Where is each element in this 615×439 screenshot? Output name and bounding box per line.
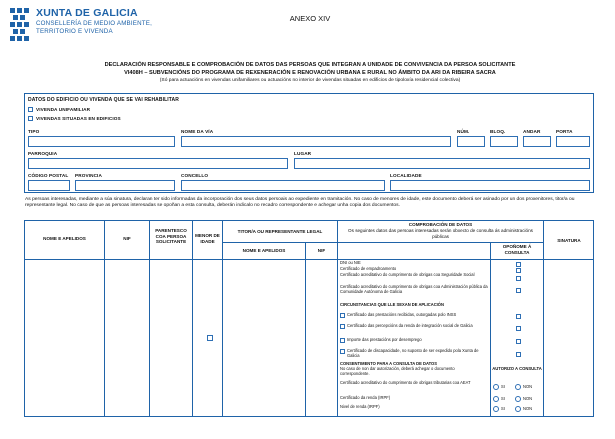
circumstance-checkbox-inss[interactable] xyxy=(340,313,345,318)
door-field[interactable] xyxy=(556,136,590,147)
col-guardian-header: TITOR/A OU REPRESENTANTE LEGAL xyxy=(237,229,323,234)
consent-no-radio-aeat[interactable] xyxy=(515,384,521,390)
object-checkbox-dni[interactable] xyxy=(516,262,521,267)
number-field[interactable] xyxy=(457,136,485,147)
col-guardian-name-header: NOME E APELIDOS xyxy=(242,248,286,253)
object-checkbox-inss[interactable] xyxy=(516,314,521,319)
department-line-1: CONSELLERÍA DE MEDIO AMBIENTE, xyxy=(36,20,153,27)
authorize-header: AUTORIZO A CONSULTA xyxy=(492,366,542,371)
item-dni: DNI ou NIE xyxy=(340,260,361,265)
minor-checkbox[interactable] xyxy=(207,335,213,341)
yes-label: SI xyxy=(501,396,505,401)
single-family-checkbox[interactable] xyxy=(28,107,33,112)
consent-no-radio-irpf-certificate[interactable] xyxy=(515,396,521,402)
consent-yes-radio-irpf-certificate[interactable] xyxy=(493,396,499,402)
street-name-field[interactable] xyxy=(181,136,451,147)
building-dwelling-checkbox[interactable] xyxy=(28,116,33,121)
municipality-label: CONCELLO xyxy=(181,173,209,178)
consent-no-radio-irpf-level[interactable] xyxy=(515,406,521,412)
object-checkbox-census[interactable] xyxy=(516,268,521,273)
col-signature-header: SINATURA xyxy=(557,238,581,243)
tipo-label: TIPO xyxy=(28,129,40,134)
consent-title: CONSENTIMENTO PARA A CONSULTA DE DATOS xyxy=(340,361,437,366)
item-disability: Certificado de discapacidade, no suposto de ser expedido pola Xunta de Galicia xyxy=(347,348,479,358)
block-field[interactable] xyxy=(490,136,518,147)
parish-field[interactable] xyxy=(28,158,288,169)
building-section-title: DATOS DO EDIFICIO OU VIVENDA QUE SE VAI REHABILITAR xyxy=(28,97,179,103)
object-checkbox-risga[interactable] xyxy=(516,326,521,331)
col-divider xyxy=(149,220,150,417)
province-field[interactable] xyxy=(75,180,175,191)
object-checkbox-disability[interactable] xyxy=(516,352,521,357)
col-minor-header: MENOR DE IDADE xyxy=(195,233,220,244)
yes-label: SI xyxy=(501,384,505,389)
place-label: LUGAR xyxy=(294,151,312,156)
col-verification-header: COMPROBACIÓN DE DATOS xyxy=(408,222,473,227)
no-label: NON xyxy=(523,406,533,411)
building-dwelling-label: VIVENDAS SITUADAS EN EDIFICIOS xyxy=(36,116,121,121)
place-field[interactable] xyxy=(294,158,590,169)
consent-yes-radio-irpf-level[interactable] xyxy=(493,406,499,412)
consent-yes-radio-aeat[interactable] xyxy=(493,384,499,390)
province-label: PROVINCIA xyxy=(75,173,102,178)
floor-field[interactable] xyxy=(523,136,551,147)
item-irpf-level: Nivel de renda (IRPF) xyxy=(340,404,380,409)
item-inss: Certificado das prestacións recibidas, outorgadas polo INSS xyxy=(347,312,457,317)
row-divider xyxy=(222,242,543,243)
col-verification-subheader: Os seguintes datos das persoas interesadas serán obxecto de consulta ás administracións públicas xyxy=(348,228,533,239)
yes-label: SI xyxy=(501,406,505,411)
item-social-security: Certificado acreditativo do cumprimento de obrigas coa Seguridade Social xyxy=(340,272,475,277)
parish-label: PARROQUIA xyxy=(28,151,58,156)
declaration-text: As persoas interesadas, mediante a súa sinatura, declaran ter sido informadas da incorporación dos seus datos persoais ao expediente en tramitación. No caso de menores de idade, este documento deberá ser asinado por un dos proxenitores, titor/a ou representante legal. No caso de que as persoas interesadas se opoñan a esta consulta, deberán indicalo no recadro correspondente e achegar unha copia dos documentos. xyxy=(25,197,575,209)
form-title-line-2: VI408H – SUBVENCIÓNS DO PROGRAMA DE REXENERACIÓN E RENOVACIÓN URBANA E RURAL NO ÁMBITO DA ARI DA RIBEIRA SACRA xyxy=(124,70,496,76)
item-risga: Certificado das percepcións da renda de integración social de Galicia xyxy=(347,323,473,328)
block-label: BLOQ. xyxy=(490,129,506,134)
circumstance-checkbox-risga[interactable] xyxy=(340,324,345,329)
row-divider xyxy=(24,259,594,260)
postal-code-field[interactable] xyxy=(28,180,70,191)
col-divider xyxy=(192,220,193,417)
circumstance-checkbox-disability[interactable] xyxy=(340,349,345,354)
postal-code-label: CÓDIGO POSTAL xyxy=(28,173,69,178)
col-nif-header: NIF xyxy=(123,236,131,241)
circumstances-title: CIRCUNSTANCIAS QUE LLE SEXAN DE APLICACIÓN xyxy=(340,302,444,307)
annex-label: ANEXO XIV xyxy=(289,14,331,23)
form-title-line-1: DECLARACIÓN RESPONSABLE E COMPROBACIÓN DE DATOS DAS PERSOAS QUE INTEGRAN A UNIDADE DE CONVIVENCIA DA PERSOA SOLICITANTE xyxy=(104,62,516,68)
col-divider xyxy=(305,242,306,417)
no-label: NON xyxy=(523,384,533,389)
floor-label: ANDAR xyxy=(523,129,541,134)
circumstance-checkbox-unemployment[interactable] xyxy=(340,338,345,343)
col-name-header: NOME E APELIDOS xyxy=(43,236,86,241)
locality-field[interactable] xyxy=(390,180,590,191)
col-relationship-header: PARENTESCO COA PERSOA SOLICITANTE xyxy=(155,228,187,245)
object-checkbox-unemployment[interactable] xyxy=(516,339,521,344)
object-checkbox-social-security[interactable] xyxy=(516,276,521,281)
item-galicia-admin: Certificado acreditativo do cumprimento de obrigas coa Administración pública da Comunidade Autónoma de Galicia xyxy=(340,284,488,294)
col-divider xyxy=(543,220,544,417)
department xyxy=(36,20,152,35)
col-divider xyxy=(104,220,105,417)
department-line-2: TERRITORIO E VIVENDA xyxy=(36,27,113,35)
single-family-label: VIVENDA UNIFAMILIAR xyxy=(36,107,91,112)
col-divider xyxy=(490,242,491,417)
locality-label: LOCALIDADE xyxy=(390,173,422,178)
xunta-logo xyxy=(10,8,30,44)
item-aeat: Certificado acreditativo do cumprimento de obrigas tributarias coa AEAT xyxy=(340,380,471,385)
door-label: PORTA xyxy=(556,129,573,134)
consent-note: No caso de non dar autorización, deberá achegar o documento correspondente. xyxy=(340,366,455,376)
object-checkbox-galicia-admin[interactable] xyxy=(516,288,521,293)
item-census: Certificado de empadroamento xyxy=(340,266,397,271)
tipo-field[interactable] xyxy=(28,136,175,147)
col-object-header: OPOÑOME Á CONSULTA xyxy=(502,244,532,255)
form-title-note: (Só para actuacións en vivendas unifamiliares ou actuacións no interior de vivendas situadas en edificios de tipoloxía residencial colectiva) xyxy=(159,78,461,83)
no-label: NON xyxy=(523,396,533,401)
item-unemployment: Importe das prestacións por desemprego xyxy=(347,337,422,342)
org-name: XUNTA DE GALICIA xyxy=(36,7,138,19)
street-name-label: NOME DA VÍA xyxy=(181,129,214,134)
item-irpf-certificate: Certificado da renda (IRPF) xyxy=(340,395,391,400)
col-divider xyxy=(337,220,338,417)
number-label: NÚM. xyxy=(457,129,470,134)
municipality-field[interactable] xyxy=(181,180,385,191)
col-guardian-nif-header: NIF xyxy=(317,248,326,253)
